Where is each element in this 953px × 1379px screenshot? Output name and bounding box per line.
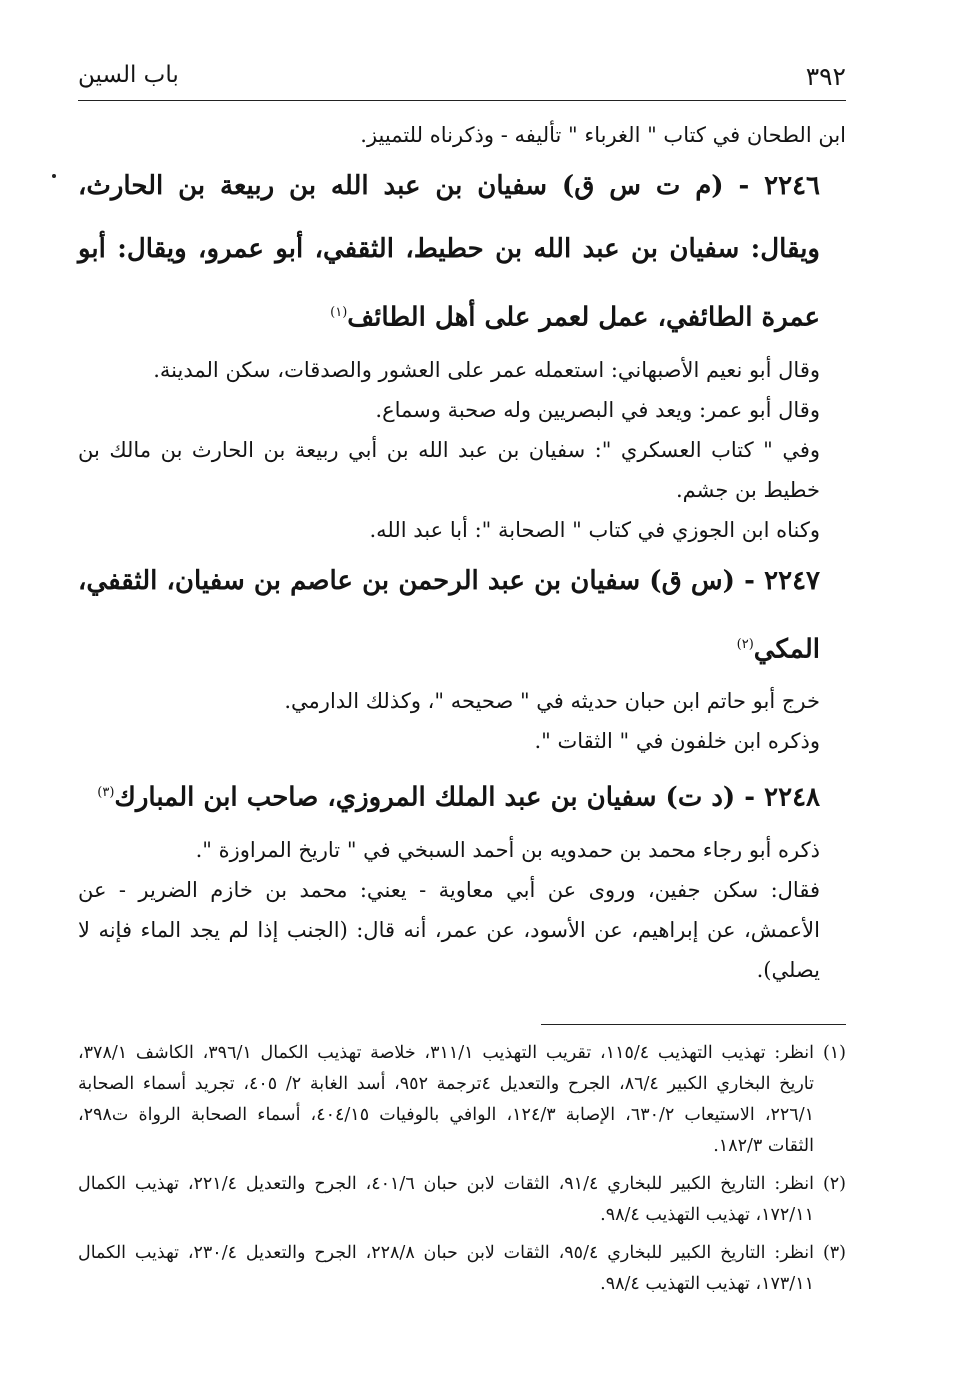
footnotes	[78, 1038, 846, 1307]
footnote-separator	[541, 1024, 846, 1025]
footnote-text: انظر: التاريخ الكبير للبخاري ٩٥/٤، الثقات لابن حبان ٢٢٨/٨، الجرح والتعديل ٢٣٠/٤، تهذيب الكمال ١٧٣/١١، تهذيب التهذيب ٩٨/٤.	[78, 1243, 814, 1294]
footnote-1	[78, 1038, 846, 1162]
paragraph: ذكره أبو رجاء محمد بن حمدويه بن أحمد السبخي في " تاريخ المراوزة ".	[195, 837, 820, 862]
page-header	[78, 56, 846, 101]
paragraph: ابن الطحان في كتاب " الغرباء " تأليفه - وذكرناه للتمييز.	[360, 123, 846, 147]
footnote-number: (٢)	[822, 1174, 846, 1194]
footnote-number: (١)	[822, 1043, 846, 1063]
page-number: ٣٩٢	[805, 62, 846, 91]
page-body	[78, 115, 846, 990]
entry-heading-text: ٢٢٤٨ - (د ت) سفيان بن عبد الملك المروزي، صاحب ابن المبارك	[114, 782, 820, 813]
entry-heading-2248	[78, 761, 846, 830]
paragraph: وقال أبو عمر: ويعد في البصريين وله صحبة وسماع.	[375, 397, 820, 422]
paragraph: خرج أبو حاتم ابن حبان حديثه في " صحيحه "، وكذلك الدارمي.	[284, 689, 820, 714]
footnote-number: (٣)	[822, 1243, 846, 1263]
chapter-title: باب السين	[78, 62, 179, 88]
paragraph: وفي " كتاب العسكري ": سفيان بن عبد الله بن أبي ربيعة بن الحارث بن مالك بن خطيط بن جشم.	[78, 437, 820, 502]
footnote-3	[78, 1238, 846, 1300]
footnote-2	[78, 1169, 846, 1231]
book-page	[78, 56, 846, 1294]
entry-heading-2246	[78, 155, 846, 350]
footnote-text: انظر: تهذيب التهذيب ١١٥/٤، تقريب التهذيب ٣١١/١، خلاصة تهذيب الكمال ٣٩٦/١، الكاشف ٣٧٨/١، تاريخ البخاري الكبير ٨٦/٤، الجرح والتعديل ٤ترجمة ٩٥٢، أسد الغابة ٢/ ٤٠٥، تجريد أسماء الصحابة ٢٢٦/١، الاستيعاب ٦٣٠/٢، الإصابة ١٢٤/٣، الوافي بالوفيات ٤٠٤/١٥، أسماء الصحابة الرواة ت٢٩٨، الثقات ١٨٢/٣.	[78, 1043, 814, 1156]
paragraph: وذكره ابن خلفون في " الثقات ".	[534, 729, 820, 754]
footnote-text: انظر: التاريخ الكبير للبخاري ٩١/٤، الثقات لابن حبان ٤٠١/٦، الجرح والتعديل ٢٢١/٤، تهذيب الكمال ١٧٢/١١، تهذيب التهذيب ٩٨/٤.	[78, 1174, 814, 1225]
footnote-ref-3[interactable]: (٣)	[97, 785, 115, 801]
footnote-ref-1[interactable]: (١)	[330, 305, 348, 320]
paragraph: وكناه ابن الجوزي في كتاب " الصحابة ": أبا عبد الله.	[369, 517, 820, 542]
entry-heading-text: ٢٢٤٦ - (م ت س ق) سفيان بن عبد الله بن ربيعة بن الحارث، ويقال: سفيان بن عبد الله بن حطيط، الثقفي، أبو عمرو، ويقال: أبو عمرة الطائفي، عمل لعمر على أهل الطائف	[78, 171, 820, 333]
paragraph: فقال: سكن جفين، وروى عن أبي معاوية - يعني: محمد بن خازم الضرير - عن الأعمش، عن إبراهيم، عن الأسود، عن عمر، أنه قال: (الجنب إذا لم يجد الماء فإنه لا يصلي).	[78, 877, 820, 982]
footnote-ref-2[interactable]: (٢)	[736, 636, 754, 652]
entry-heading-2247	[78, 550, 846, 682]
paragraph: وقال أبو نعيم الأصبهاني: استعمله عمر على العشور والصدقات، سكن المدينة.	[153, 357, 820, 382]
stray-dot-mark	[52, 174, 56, 178]
entry-heading-text: ٢٢٤٧ - (س ق) سفيان بن عبد الرحمن بن عاصم بن سفيان، الثقفي، المكي	[78, 565, 820, 665]
